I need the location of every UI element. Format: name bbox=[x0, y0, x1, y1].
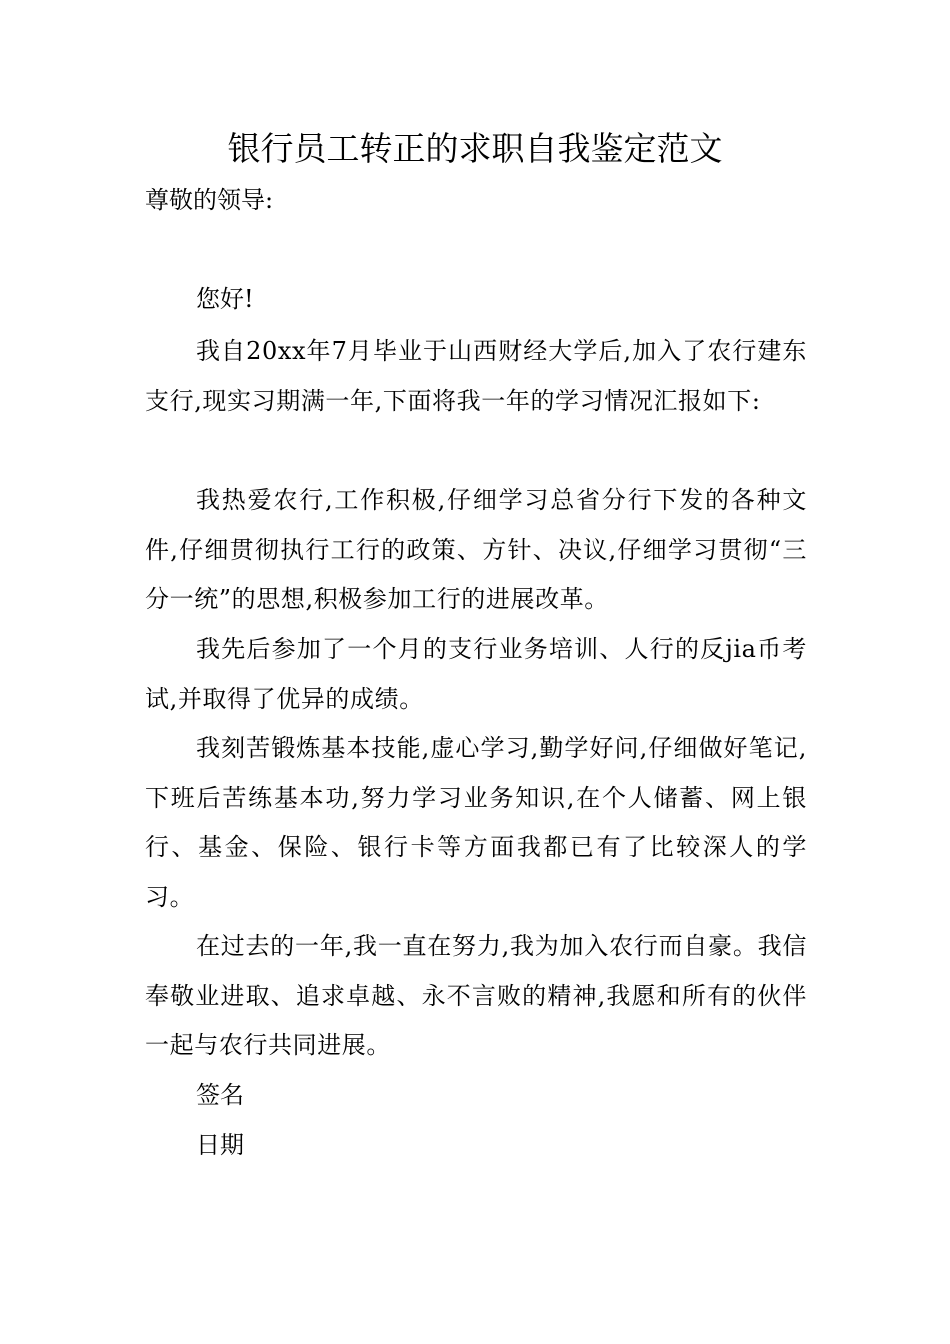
signature-label: 签名 bbox=[196, 1081, 244, 1109]
salutation: 尊敬的领导: bbox=[145, 186, 274, 214]
document-title: 银行员工转正的求职自我鉴定范文 bbox=[227, 129, 723, 168]
greeting: 您好! bbox=[196, 285, 254, 313]
date-label: 日期 bbox=[196, 1131, 244, 1159]
paragraph-conclusion: 在过去的一年,我一直在努力,我为加入农行而自豪。我信奉敬业进取、追求卓越、永不言败的精神,我愿和所有的伙伴一起与农行共同进展。 bbox=[145, 932, 807, 1060]
paragraph-skills: 我刻苦锻炼基本技能,虚心学习,勤学好问,仔细做好笔记,下班后苦练基本功,努力学习业务知识,在个人储蓄、网上银行、基金、保险、银行卡等方面我都已有了比较深人的学习。 bbox=[145, 734, 807, 911]
paragraph-work-attitude: 我热爱农行,工作积极,仔细学习总省分行下发的各种文件,仔细贯彻执行工行的政策、方针、决议,仔细学习贯彻“三分一统”的思想,积极参加工行的进展改革。 bbox=[145, 486, 807, 614]
paragraph-internship-intro: 我自20xx年7月毕业于山西财经大学后,加入了农行建东支行,现实习期满一年,下面将我一年的学习情况汇报如下: bbox=[145, 337, 807, 415]
paragraph-training: 我先后参加了一个月的支行业务培训、人行的反jia币考试,并取得了优异的成绩。 bbox=[145, 635, 807, 713]
